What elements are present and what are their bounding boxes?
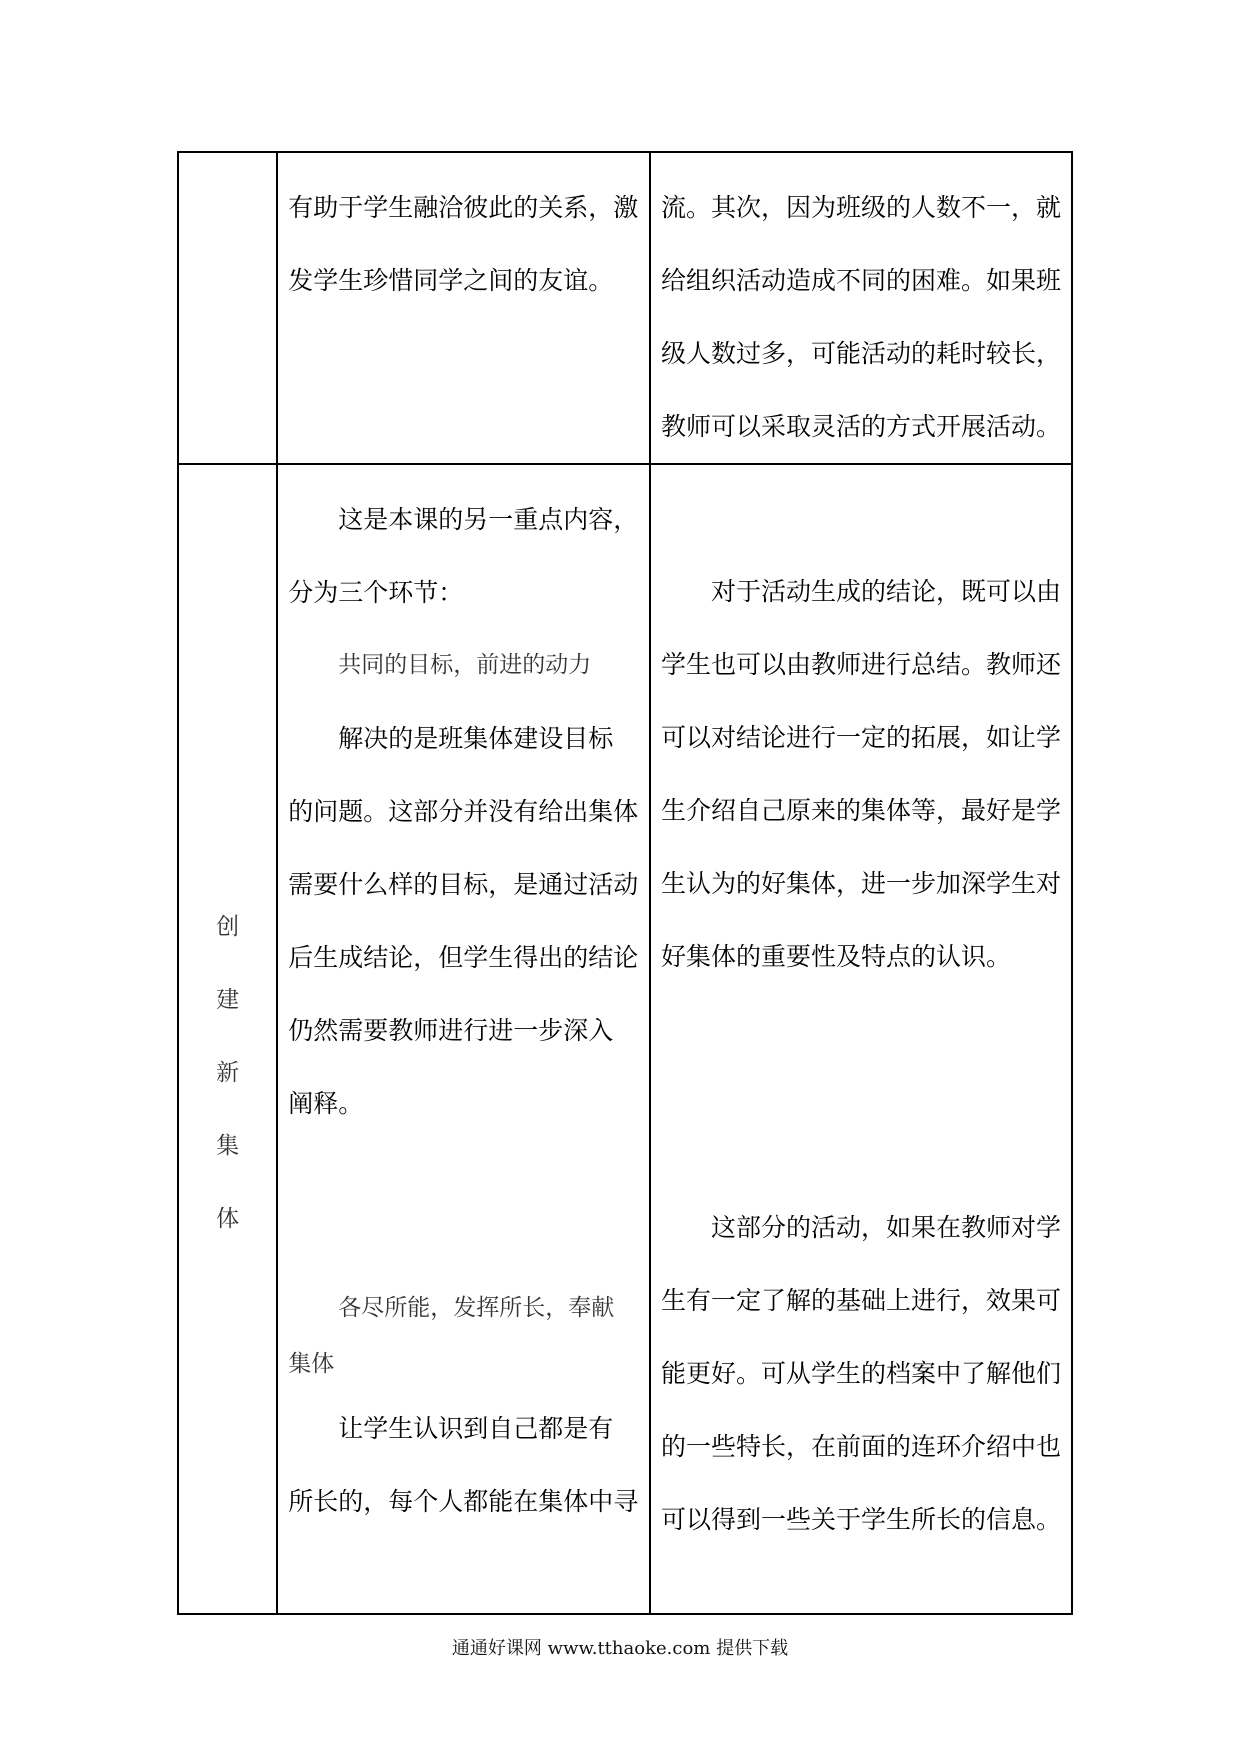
section-label-char: 体 [216,1206,240,1232]
text-line: 生介绍自己原来的集体等，最好是学 [661,796,1062,825]
subheading: 各尽所能，发挥所长，奉献 [338,1295,615,1321]
text-line: 好集体的重要性及特点的认识。 [661,942,1012,971]
text-line: 仍然需要教师进行进一步深入 [288,1016,614,1045]
text-line: 级人数过多，可能活动的耗时较长， [661,339,1062,368]
text-line: 可以对结论进行一定的拓展，如让学 [661,723,1062,752]
text-line: 生有一定了解的基础上进行，效果可 [661,1286,1062,1315]
text-line: 可以得到一些关于学生所长的信息。 [661,1505,1062,1534]
subheading: 共同的目标，前进的动力 [338,652,592,678]
text-line: 的问题。这部分并没有给出集体 [288,797,639,826]
text-line: 的一些特长，在前面的连环介绍中也 [661,1432,1062,1461]
section-label [179,891,276,1256]
text-line: 能更好。可从学生的档案中了解他们 [661,1359,1062,1388]
text-line: 学生也可以由教师进行总结。教师还 [661,650,1062,679]
text-line: 所长的，每个人都能在集体中寻 [288,1487,639,1516]
table-row [178,464,1072,1614]
section-label-cell [178,464,277,1614]
text-line: 生认为的好集体，进一步加深学生对 [661,869,1062,898]
section-label-char: 集 [216,1133,240,1159]
section-label-char: 新 [216,1060,240,1086]
text-line: 让学生认识到自己都是有 [338,1414,614,1443]
table-row [178,152,1072,464]
text-line: 有助于学生融洽彼此的关系，激 [288,193,639,222]
text-line: 发学生珍惜同学之间的友谊。 [288,266,614,295]
notes-cell [650,464,1072,1614]
intro-line: 分为三个环节： [288,578,464,607]
text-line: 给组织活动造成不同的困难。如果班 [661,266,1062,295]
text-line: 流。其次，因为班级的人数不一，就 [661,193,1062,222]
notes-cell [650,152,1072,464]
text-line: 对于活动生成的结论，既可以由 [711,577,1062,606]
lesson-plan-table [177,151,1073,1615]
section-label-cell [178,152,277,464]
content-cell [277,152,650,464]
page-footer: 通通好课网 www.tthaoke.com 提供下载 [451,1638,789,1659]
text-line: 需要什么样的目标，是通过活动 [288,870,639,899]
text-line: 后生成结论，但学生得出的结论 [288,943,639,972]
text-line: 阐释。 [288,1089,364,1118]
text-line: 解决的是班集体建设目标 [338,724,614,753]
text-line: 这部分的活动，如果在教师对学 [711,1213,1062,1242]
intro-line: 这是本课的另一重点内容， [338,505,639,534]
section-label-char: 建 [216,987,240,1013]
text-line: 教师可以采取灵活的方式开展活动。 [661,412,1062,441]
content-cell [277,464,650,1614]
subheading: 集体 [288,1351,335,1377]
section-label-char: 创 [216,914,240,940]
